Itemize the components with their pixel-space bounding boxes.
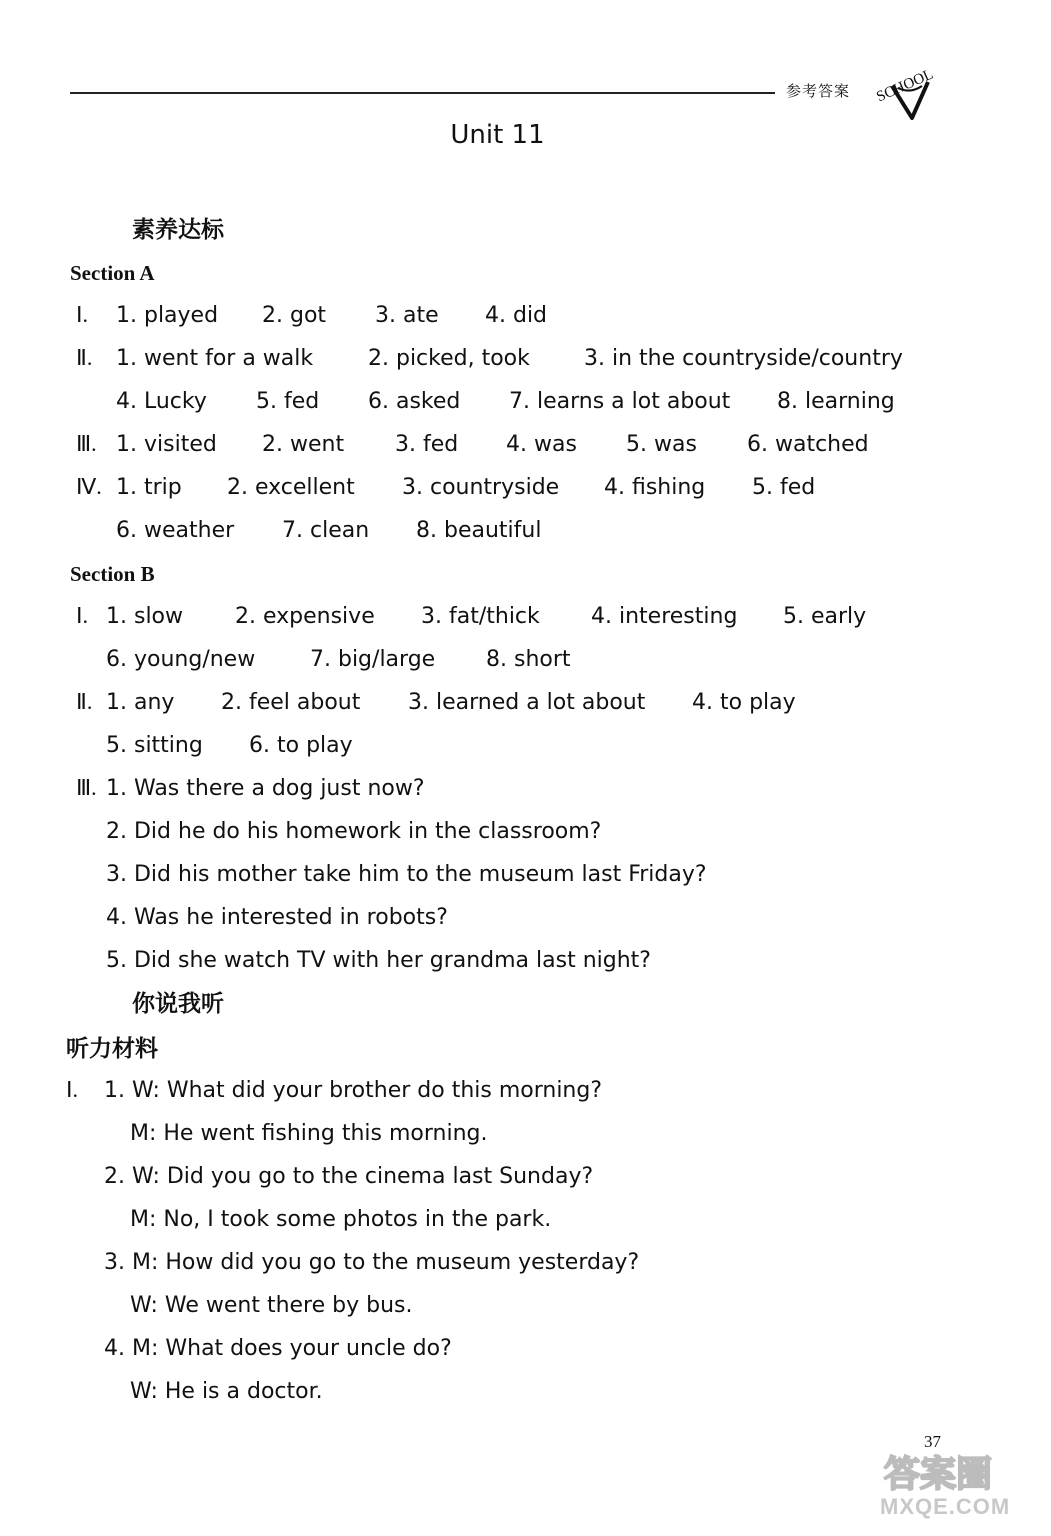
dialogue-line: 2. W: Did you go to the cinema last Sunday? bbox=[104, 1164, 594, 1189]
answer-item: 1. played bbox=[116, 303, 219, 328]
answer-item: 6. watched bbox=[747, 432, 869, 457]
roman-numeral: Ⅱ. bbox=[76, 689, 93, 714]
answer-item: 1. slow bbox=[106, 604, 184, 629]
answer-sentence: 3. Did his mother take him to the museum last Friday? bbox=[106, 862, 707, 887]
answer-sentence: 5. Did she watch TV with her grandma last night? bbox=[106, 948, 651, 973]
dialogue-line: 3. M: How did you go to the museum yesterday? bbox=[104, 1250, 640, 1275]
answer-item: 4. interesting bbox=[591, 604, 738, 629]
answer-item: 6. young/new bbox=[106, 647, 256, 672]
roman-numeral: Ⅳ. bbox=[76, 474, 102, 499]
roman-numeral: Ⅰ. bbox=[66, 1077, 78, 1102]
suyang-heading: 素养达标 bbox=[132, 216, 224, 243]
answer-item: 7. big/large bbox=[310, 647, 436, 672]
answer-item: 2. got bbox=[262, 303, 327, 328]
answer-item: 3. learned a lot about bbox=[408, 690, 646, 715]
answer-item: 1. visited bbox=[116, 432, 217, 457]
answer-item: 3. in the countryside/country bbox=[584, 346, 903, 371]
dialogue-line: M: No, I took some photos in the park. bbox=[130, 1207, 552, 1232]
answer-item: 1. trip bbox=[116, 475, 182, 500]
answer-item: 1. went for a walk bbox=[116, 346, 314, 371]
answer-item: 2. expensive bbox=[235, 604, 375, 629]
dialogue-line: 1. W: What did your brother do this morning? bbox=[104, 1078, 603, 1103]
roman-numeral: Ⅰ. bbox=[76, 302, 88, 327]
answer-item: 1. any bbox=[106, 690, 175, 715]
answer-item: 7. learns a lot about bbox=[509, 389, 731, 414]
dialogue-line: 4. M: What does your uncle do? bbox=[104, 1336, 452, 1361]
answer-item: 2. feel about bbox=[221, 690, 361, 715]
answer-item: 6. to play bbox=[249, 733, 353, 758]
page-title: Unit 11 bbox=[450, 120, 545, 150]
answer-sentence: 1. Was there a dog just now? bbox=[106, 776, 425, 801]
answer-item: 6. weather bbox=[116, 518, 235, 543]
listening-heading: 你说我听 bbox=[132, 990, 224, 1017]
watermark-url: MXQE.COM bbox=[880, 1494, 1011, 1519]
answer-item: 6. asked bbox=[368, 389, 461, 414]
answer-item: 7. clean bbox=[282, 518, 370, 543]
logo-text: SCHOOL bbox=[874, 66, 936, 106]
answer-sentence: 4. Was he interested in robots? bbox=[106, 905, 448, 930]
answer-item: 3. ate bbox=[375, 303, 439, 328]
answer-item: 4. did bbox=[485, 303, 548, 328]
answer-item: 4. to play bbox=[692, 690, 796, 715]
answer-item: 4. fishing bbox=[604, 475, 706, 500]
answer-item: 4. was bbox=[506, 432, 577, 457]
answer-item: 2. picked, took bbox=[368, 346, 530, 371]
answer-item: 4. Lucky bbox=[116, 389, 207, 414]
answer-item: 5. sitting bbox=[106, 733, 203, 758]
section-a-heading: Section A bbox=[70, 261, 155, 285]
answer-item: 3. fat/thick bbox=[421, 604, 540, 629]
header-label: 参考答案 bbox=[786, 82, 851, 100]
answer-item: 8. short bbox=[486, 647, 571, 672]
roman-numeral: Ⅲ. bbox=[76, 775, 97, 800]
listening-material-heading: 听力材料 bbox=[66, 1035, 158, 1062]
roman-numeral: Ⅲ. bbox=[76, 431, 97, 456]
answer-sentence: 2. Did he do his homework in the classroom? bbox=[106, 819, 602, 844]
dialogue-line: W: We went there by bus. bbox=[130, 1293, 413, 1318]
watermark-brand: 答案圈 bbox=[884, 1454, 993, 1495]
answer-item: 2. excellent bbox=[227, 475, 355, 500]
dialogue-line: M: He went fishing this morning. bbox=[130, 1121, 488, 1146]
answer-item: 8. beautiful bbox=[416, 518, 542, 543]
answer-item: 3. fed bbox=[395, 432, 459, 457]
school-logo bbox=[868, 58, 952, 122]
answer-item: 5. fed bbox=[752, 475, 816, 500]
answer-item: 3. countryside bbox=[402, 475, 560, 500]
answer-item: 2. went bbox=[262, 432, 345, 457]
roman-numeral: Ⅰ. bbox=[76, 603, 88, 628]
page-number: 37 bbox=[924, 1432, 941, 1451]
answer-item: 8. learning bbox=[777, 389, 895, 414]
section-b-heading: Section B bbox=[70, 562, 155, 586]
answer-item: 5. fed bbox=[256, 389, 320, 414]
dialogue-line: W: He is a doctor. bbox=[130, 1379, 323, 1404]
answer-item: 5. was bbox=[626, 432, 697, 457]
answer-item: 5. early bbox=[783, 604, 867, 629]
header-rule bbox=[70, 92, 775, 94]
roman-numeral: Ⅱ. bbox=[76, 345, 93, 370]
